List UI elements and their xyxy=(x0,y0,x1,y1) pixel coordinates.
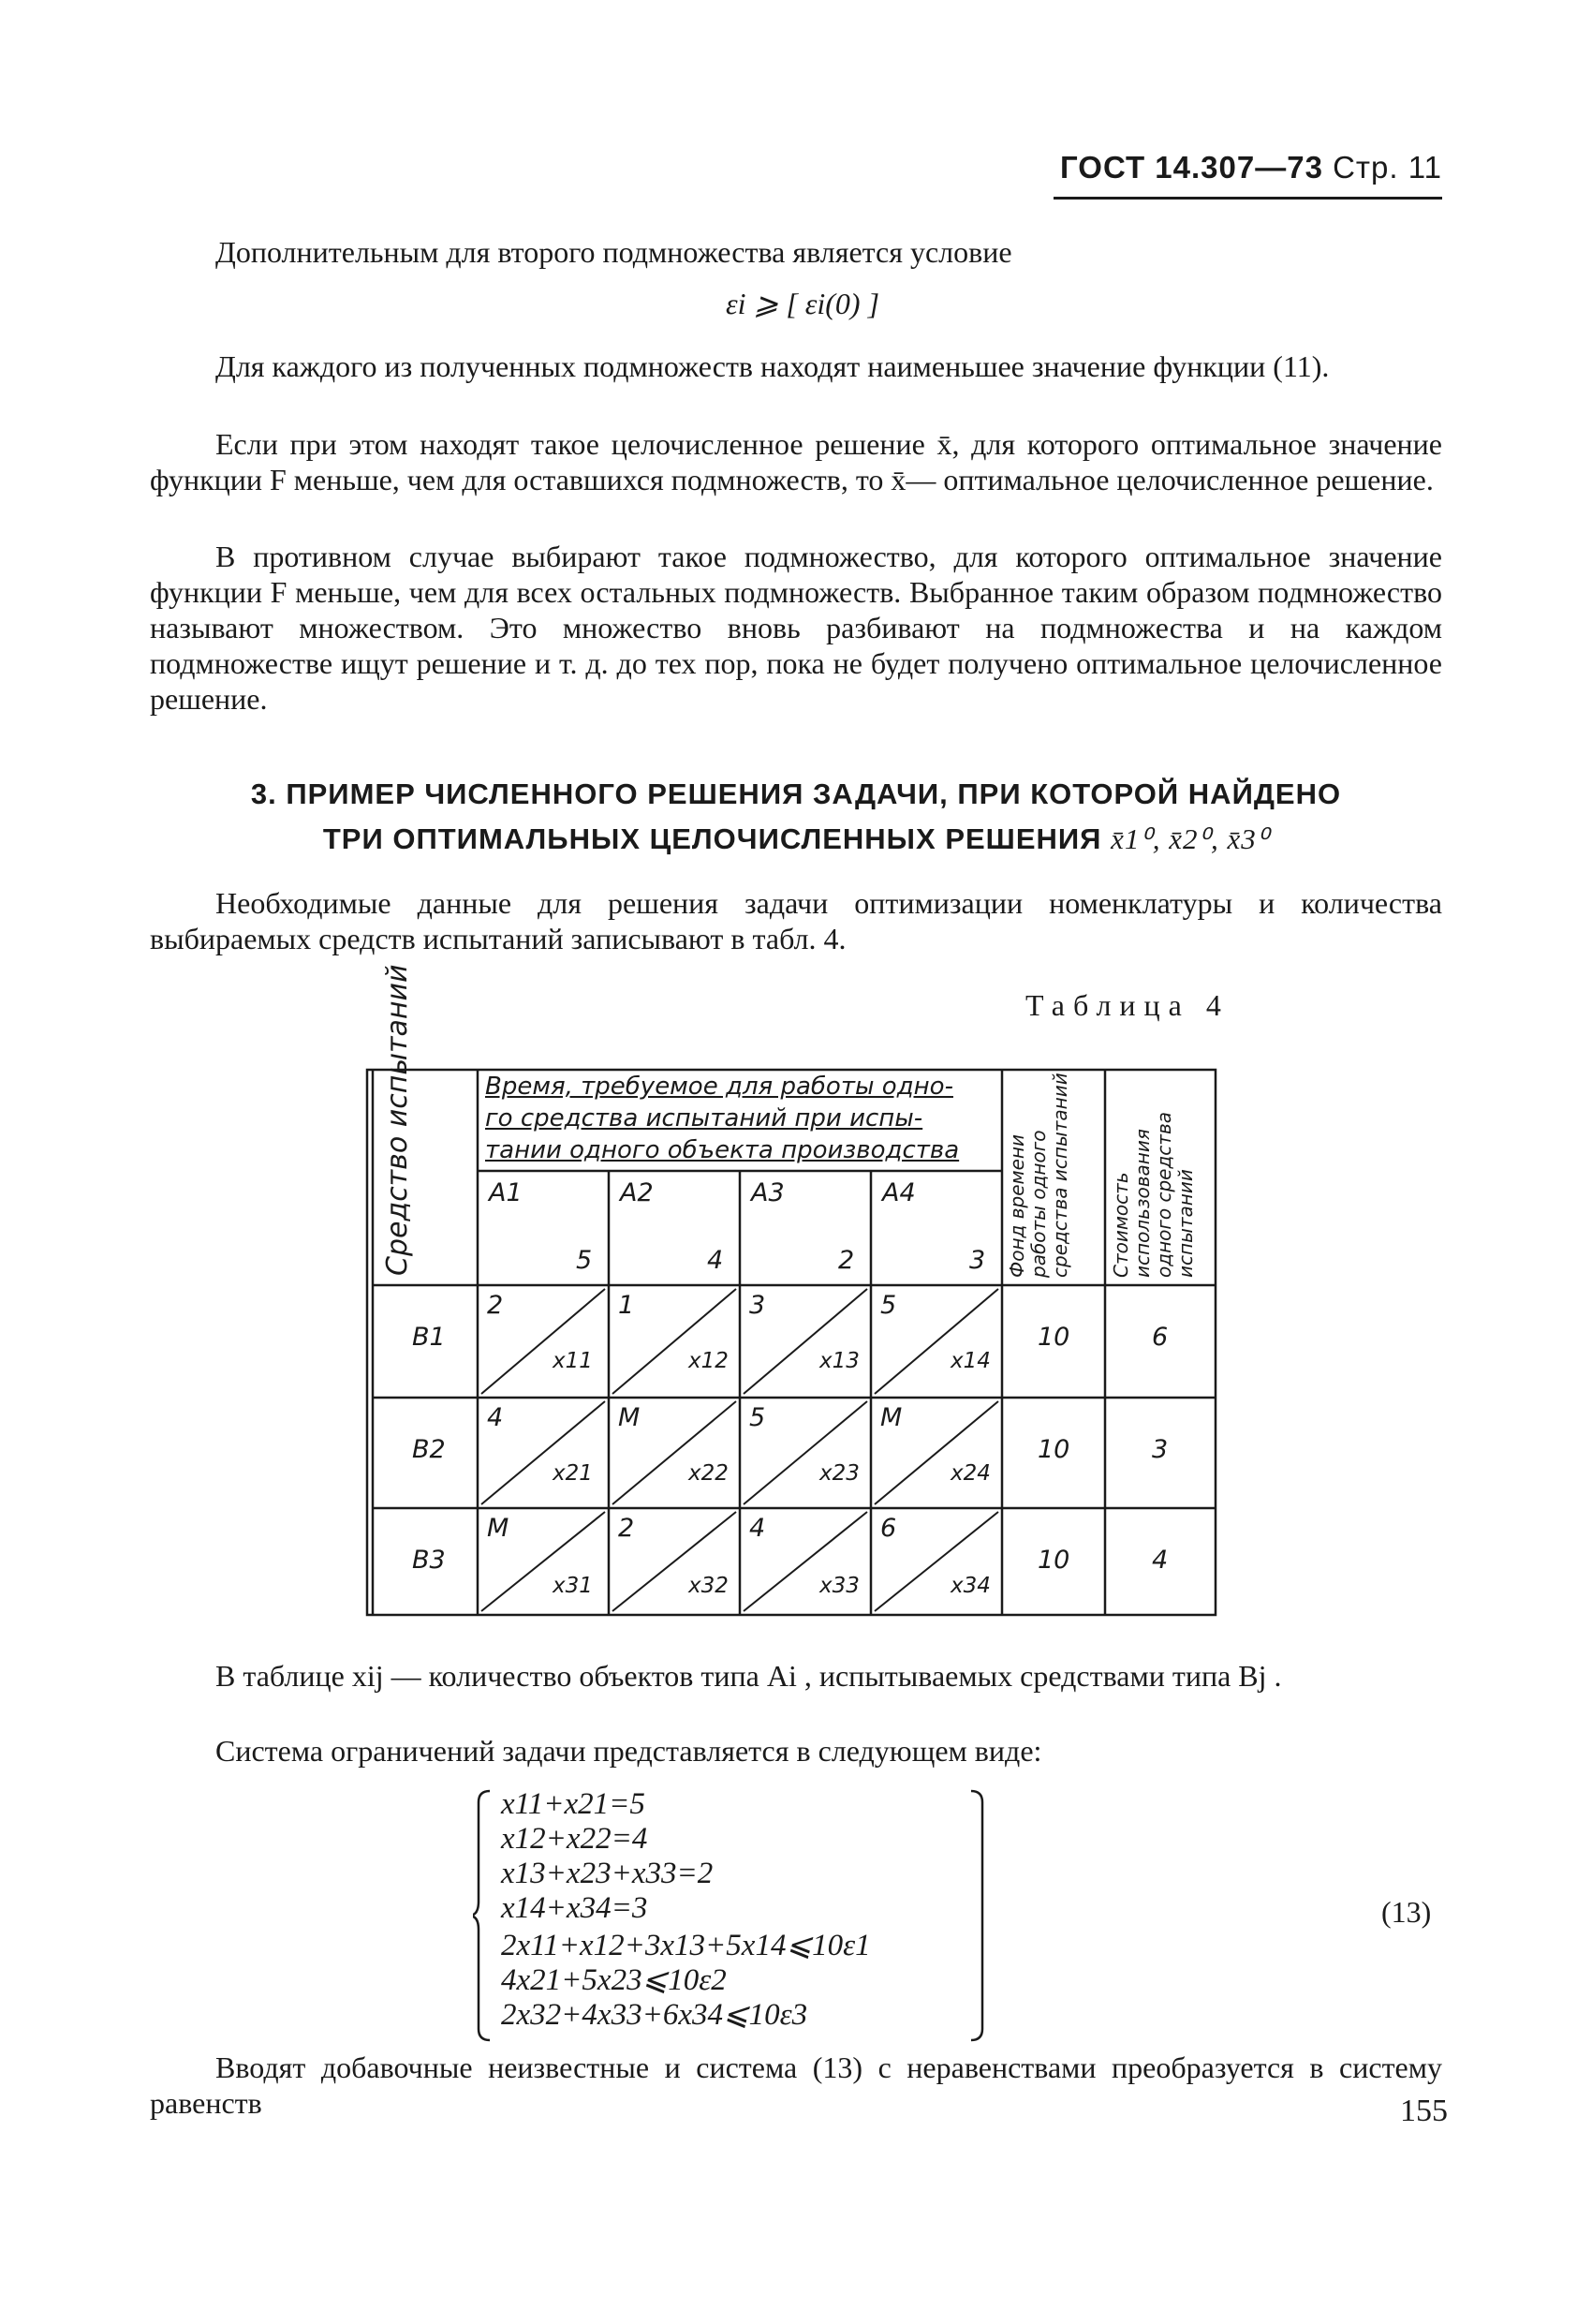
table-caption: Таблица 4 xyxy=(1025,988,1230,1022)
object-a3-count: 2 xyxy=(838,1246,855,1275)
constraint-6: 4x21+5x23⩽10ε2 xyxy=(501,1963,727,1997)
time-b2-a3: 5 xyxy=(749,1403,766,1432)
var-x23: x23 xyxy=(819,1461,860,1486)
var-x24: x24 xyxy=(951,1461,991,1486)
equation-number: (13) xyxy=(1381,1895,1432,1929)
time-b1-a4: 5 xyxy=(880,1291,897,1320)
paragraph-7: Система ограничений задачи представляется в следующем виде: xyxy=(215,1734,1042,1768)
var-x11: x11 xyxy=(553,1349,593,1373)
var-x31: x31 xyxy=(553,1574,593,1598)
header-time-line-1: Время, требуемое для работы одно- xyxy=(485,1073,953,1101)
object-a1: A1 xyxy=(489,1178,523,1207)
time-b3-a2: 2 xyxy=(618,1514,635,1543)
object-a4: A4 xyxy=(882,1178,916,1207)
paragraph-1: Дополнительным для второго подмножества является условие xyxy=(215,235,1012,269)
object-a1-count: 5 xyxy=(576,1246,593,1275)
fund-b2: 10 xyxy=(1038,1435,1070,1464)
constraint-3: x13+x23+x33=2 xyxy=(501,1857,714,1890)
section-heading-vars: x̄1⁰, x̄2⁰, x̄3⁰ xyxy=(1111,822,1270,855)
time-b1-a2: 1 xyxy=(618,1291,635,1320)
header-rule xyxy=(1054,197,1442,200)
time-b1-a3: 3 xyxy=(749,1291,766,1320)
object-a3: A3 xyxy=(751,1178,785,1207)
row-b2-label: B2 xyxy=(412,1435,446,1464)
var-x13: x13 xyxy=(819,1349,860,1373)
header-time-line-2: го средства испытаний при испы- xyxy=(485,1104,923,1132)
constraint-5: 2x11+x12+3x13+5x14⩽10ε1 xyxy=(501,1929,871,1962)
paragraph-8: Вводят добавочные неизвестные и система (13) с неравенствами преобразуется в систему равенств xyxy=(150,2050,1442,2120)
time-b3-a3: 4 xyxy=(749,1514,766,1543)
var-x22: x22 xyxy=(688,1461,729,1486)
var-x34: x34 xyxy=(951,1574,991,1598)
header-means-of-testing: Средство испытаний xyxy=(381,964,414,1276)
paragraph-4: В противном случае выбирают такое подмножество, для которого оптимальное значение функции F меньше, чем для всех остальных подмножеств. Выбранное таким образом подмножество называют множеством. Это множество вновь разбивают на подмножества и на каждом подмножестве ищут решение и т. д. до тех пор, пока не будет получено оптимальное целочисленное решение. xyxy=(150,540,1442,716)
paragraph-2: Для каждого из полученных подмножеств находят наименьшее значение функции (11). xyxy=(215,349,1330,383)
paragraph-3: Если при этом находят такое целочисленное решение x̄, для которого оптимальное значение функции F меньше, чем для оставшихся подмножеств, то x̄— оптимальное целочисленное решение. xyxy=(150,427,1442,496)
header-time-fund: Фонд времени работы одного средства испытаний xyxy=(1006,1073,1071,1278)
time-b2-a2: M xyxy=(618,1403,641,1432)
fund-b3: 10 xyxy=(1038,1546,1070,1575)
var-x14: x14 xyxy=(951,1349,991,1373)
page-header xyxy=(993,150,1442,185)
constraint-4: x14+x34=3 xyxy=(501,1891,648,1925)
section-heading-line-2 xyxy=(150,818,1442,861)
page-label: Стр. 11 xyxy=(1333,150,1442,185)
cost-b1: 6 xyxy=(1152,1323,1169,1352)
constraint-1: x11+x21=5 xyxy=(501,1787,645,1821)
header-usage-cost: Стоимость использования одного средства испытаний xyxy=(1110,1112,1197,1278)
time-b2-a1: 4 xyxy=(487,1403,504,1432)
standard-code: ГОСТ 14.307—73 xyxy=(1060,150,1323,185)
constraint-7: 2x32+4x33+6x34⩽10ε3 xyxy=(501,1998,808,2032)
var-x33: x33 xyxy=(819,1574,860,1598)
object-a2-count: 4 xyxy=(707,1246,724,1275)
section-heading-line-1: 3. ПРИМЕР ЧИСЛЕННОГО РЕШЕНИЯ ЗАДАЧИ, ПРИ КОТОРОЙ НАЙДЕНО xyxy=(250,777,1342,810)
time-b3-a1: M xyxy=(487,1514,509,1543)
paragraph-6: В таблице xij — количество объектов типа Ai , испытываемых средствами типа Bj . xyxy=(215,1659,1282,1693)
row-b3-label: B3 xyxy=(412,1546,446,1575)
var-x32: x32 xyxy=(688,1574,729,1598)
formula-epsilon: εi ⩾ [ εi(0) ] xyxy=(726,287,880,320)
cost-b2: 3 xyxy=(1152,1435,1169,1464)
section-heading-text: ТРИ ОПТИМАЛЬНЫХ ЦЕЛОЧИСЛЕННЫХ РЕШЕНИЯ xyxy=(322,822,1102,855)
row-b1-label: B1 xyxy=(412,1323,446,1352)
page-number: 155 xyxy=(1400,2094,1448,2128)
time-b2-a4: M xyxy=(880,1403,903,1432)
time-b3-a4: 6 xyxy=(880,1514,897,1543)
object-a4-count: 3 xyxy=(969,1246,986,1275)
paragraph-5: Необходимые данные для решения задачи оптимизации номенклатуры и количества выбираемых средств испытаний записывают в табл. 4. xyxy=(150,886,1442,955)
fund-b1: 10 xyxy=(1038,1323,1070,1352)
constraint-2: x12+x22=4 xyxy=(501,1822,648,1856)
cost-b3: 4 xyxy=(1152,1546,1169,1575)
var-x21: x21 xyxy=(553,1461,593,1486)
header-time-line-3: тании одного объекта производства xyxy=(485,1136,960,1164)
var-x12: x12 xyxy=(688,1349,729,1373)
object-a2: A2 xyxy=(620,1178,654,1207)
time-b1-a1: 2 xyxy=(487,1291,504,1320)
